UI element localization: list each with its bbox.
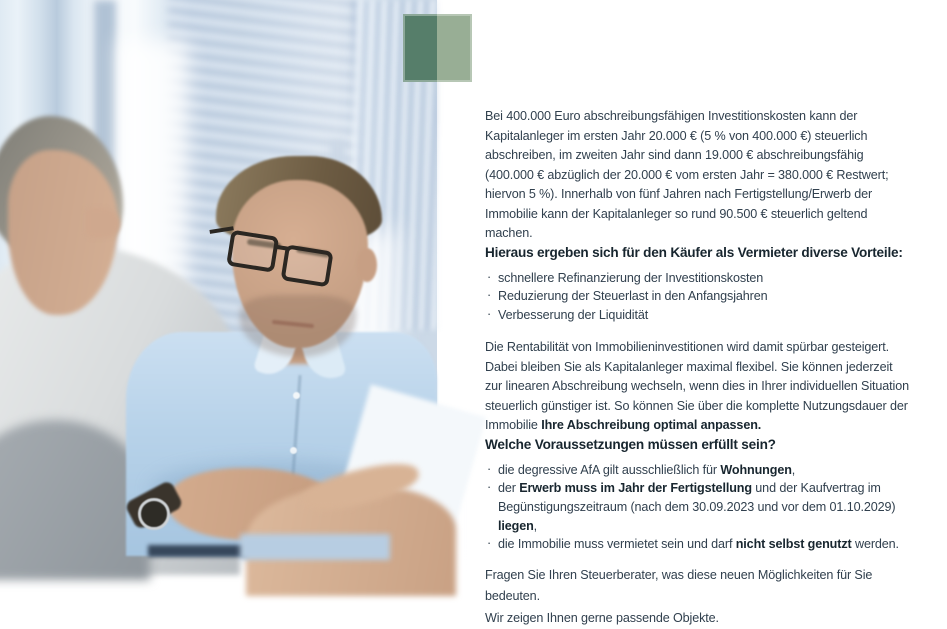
bullet-icon: · [487, 269, 492, 284]
flexibility-paragraph: Dabei bleiben Sie als Kapitalanleger maximal flexibel. Sie können jederzeit zur linearen Abschreibung wechseln, wenn dies in Ihrer individuellen Situation steuerlich günstiger ist. So können Sie über die komplette Nutzungsdauer der Immobilie Ihre Abschreibung optimal anpassen. [485, 359, 909, 433]
bullet-text: die Immobilie muss vermietet sein und darf nicht selbst genutzt werden. [498, 537, 899, 552]
closing-line-1: Fragen Sie Ihren Steuerberater, was diese neuen Möglichkeiten für Sie bedeuten. [485, 567, 873, 604]
glasses-lens-left [226, 230, 279, 273]
list-item [485, 535, 909, 554]
bullet-text: der Erwerb muss im Jahr der Fertigstellung und der Kaufvertrag im Begünstigungszeitraum (nach dem 30.09.2023 und vor dem 01.10.2029) liegen, [498, 481, 896, 533]
bullet-text: Reduzierung der Steuerlast in den Anfangsjahren [498, 289, 768, 304]
rentability-note: Die Rentabilität von Immobilieninvestitionen wird damit spürbar gesteigert. [485, 340, 889, 355]
requirements-heading: Welche Voraussetzungen müssen erfüllt sein? [485, 436, 776, 452]
shirt-button [293, 392, 300, 399]
glasses-lens-right [281, 244, 334, 287]
office-photo [0, 0, 437, 556]
bullet-icon: · [487, 536, 492, 551]
requirements-list [485, 461, 909, 554]
person-main-ear [357, 248, 377, 282]
person-left-nose [86, 208, 120, 238]
accent-square [403, 14, 472, 82]
list-item [485, 479, 909, 535]
foreground-shirt-cuff [240, 534, 390, 560]
bullet-icon: · [487, 288, 492, 303]
advantages-list [485, 269, 909, 325]
bullet-text: Verbesserung der Liquidität [498, 307, 649, 322]
bullet-icon: · [487, 461, 492, 476]
shirt-button [290, 447, 297, 454]
list-item [485, 269, 909, 288]
text-column [485, 107, 909, 629]
list-item [485, 287, 909, 306]
wrist-watch [138, 498, 170, 530]
bullet-icon: · [487, 480, 492, 495]
intro-paragraph: Bei 400.000 Euro abschreibungsfähigen Investitionskosten kann der Kapitalanleger im ersten Jahr 20.000 € (5 % von 400.000 €) steuerlich abschreiben, im zweiten Jahr sind dann 19.000 € abschreibungsfähig (400.000 € abzüglich der 20.000 € vom ersten Jahr = 380.000 € Restwert; hiervon 5 %). Innerhalb von fünf Jahren nach Fertigstellung/Erwerb der Immobilie kann der Kapitalanleger so rund 90.500 € steuerlich geltend machen. [485, 109, 889, 240]
advantages-heading: Hieraus ergeben sich für den Käufer als Vermieter diverse Vorteile: [485, 244, 903, 260]
closing-line-2: Wir zeigen Ihnen gerne passende Objekte. [485, 610, 719, 625]
list-item [485, 461, 909, 480]
list-item [485, 306, 909, 325]
bullet-text: die degressive AfA gilt ausschließlich für Wohnungen, [498, 462, 796, 477]
bullet-text: schnellere Refinanzierung der Investitionskosten [498, 270, 764, 285]
bullet-icon: · [487, 306, 492, 321]
